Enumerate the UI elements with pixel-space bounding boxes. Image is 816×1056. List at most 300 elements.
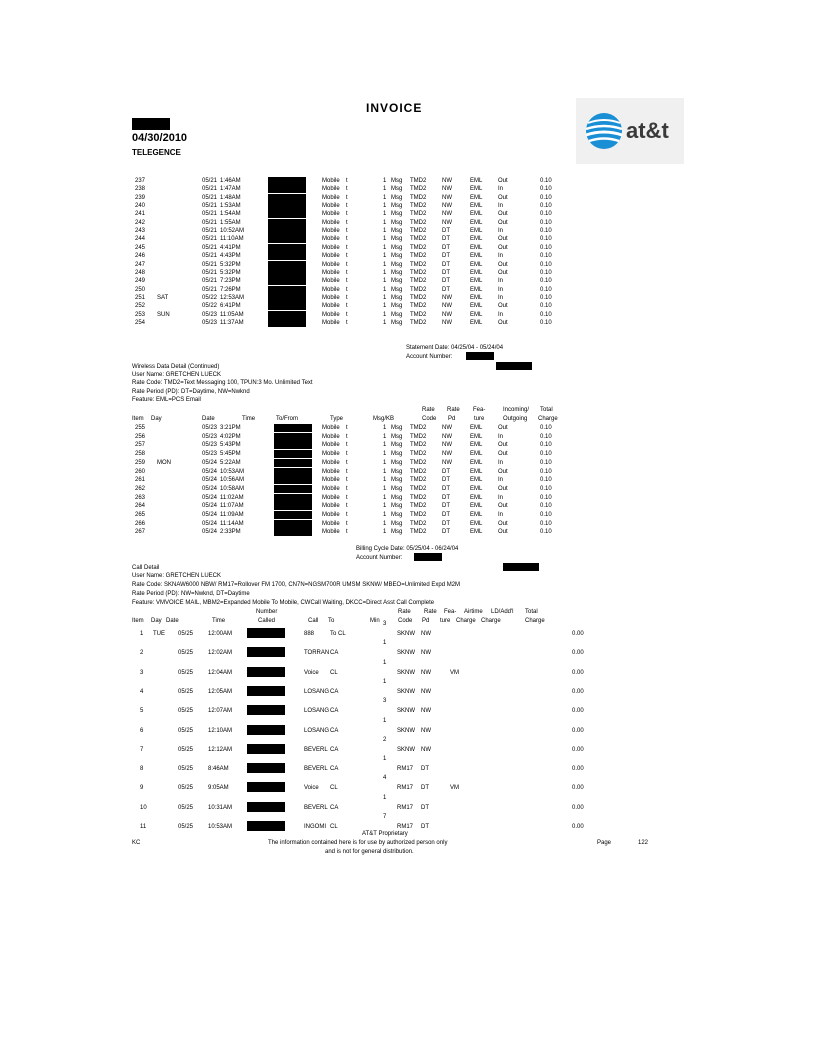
table-cell: Mobile [322,294,340,301]
table-cell: 05/24 [202,503,218,510]
table-cell: EML [470,203,483,210]
table-cell: 0.10 [540,286,552,293]
table-cell: TMD2 [410,286,427,293]
col-date: Date [166,618,179,624]
table-row [0,185,816,193]
table-cell: 05/23 [202,319,218,326]
table-cell: 264 [135,503,146,510]
call-date: 05/25 [178,804,194,811]
col-pd: Pd [448,416,456,422]
table-cell: 248 [135,269,146,276]
table-cell: TMD2 [410,425,427,431]
table-cell: EML [470,211,483,218]
col-to-from: To/From [276,416,299,422]
table-cell: Msg [391,244,403,251]
call-to: To CL [330,631,346,637]
table-cell: 05/22 [202,303,218,310]
table-cell: 05/23 [202,433,218,440]
call-time: 12:02AM [208,650,233,657]
table-row [0,494,816,502]
table-cell: EML [470,503,483,510]
table-cell: NW [442,211,452,218]
redacted-number [247,667,285,677]
table-cell: 1:46AM [220,178,241,184]
table-cell: 266 [135,520,146,527]
col-rate: Rate [422,407,435,413]
table-cell: Mobile [322,442,340,449]
table-cell: TMD2 [410,253,427,260]
table-cell: DT [442,228,450,235]
call-minutes: 1 [383,794,387,801]
call-row [0,669,816,677]
table-cell: 0.10 [540,425,552,431]
table-row [0,210,816,218]
call-to: CA [330,804,339,811]
table-cell: 250 [135,286,146,293]
table-cell: DT [442,261,450,268]
table-cell: 0.10 [540,494,552,501]
table-cell: 05/21 [202,236,218,243]
table-cell: 262 [135,485,146,492]
redacted-number [268,185,306,193]
col-incoming: Incoming/ [503,407,530,413]
table-cell: Out [498,485,508,492]
table-cell: TMD2 [410,319,427,326]
table-row [0,433,816,441]
table-cell: EML [470,228,483,235]
table-cell: 1 [383,494,387,501]
footer-disclaimer-2: and is not for general distribution. [325,849,414,855]
table-cell: DT [442,269,450,276]
redacted-number [247,686,285,696]
col-code: Code [422,416,437,422]
call-to: CA [330,746,339,753]
redacted-number [247,782,285,792]
call-call: BEVERL [304,804,328,811]
col-time: Time [242,416,256,422]
call-to: CA [330,727,339,734]
table-cell: 05/21 [202,194,218,201]
call-to: CA [330,708,339,715]
call-minutes-row [0,717,816,725]
col-item: Item [132,618,144,624]
table-cell: t [346,442,348,449]
table-row [0,319,816,327]
table-cell: NW [442,178,452,184]
table-cell: Mobile [322,278,340,285]
table-cell: 1:48AM [220,194,241,201]
table-cell: 4:41PM [220,244,241,251]
redacted-number [274,424,312,432]
call-minutes-row [0,736,816,744]
redacted-number [268,277,306,285]
call-day: TUE [153,631,165,637]
table-cell: 1 [383,261,387,268]
table-cell: In [498,203,504,210]
call-minutes-row [0,697,816,705]
table-cell: TMD2 [410,294,427,301]
call-minutes-row [0,794,816,802]
table-cell: Msg [391,425,403,431]
table-cell: 11:10AM [220,236,244,243]
table-cell: EML [470,286,483,293]
table-cell: In [498,253,504,260]
redacted-number [268,319,306,327]
table-cell: Mobile [322,459,340,466]
col-to: To [328,618,335,624]
table-cell: MON [157,459,171,466]
table-cell: EML [470,253,483,260]
call-row [0,727,816,735]
redacted-number [247,647,285,657]
table-cell: SAT [157,294,169,301]
table-cell: NW [442,319,452,326]
table-cell: EML [470,278,483,285]
call-time: 9:05AM [208,785,229,792]
table-cell: 244 [135,236,146,243]
table-cell: 05/23 [202,451,218,458]
redacted-number [274,528,312,536]
redacted-number [274,441,312,449]
account-number-label-2: Account Number: [356,555,403,561]
att-logo-text: at&t [626,118,669,143]
col-rate: Rate [398,609,411,615]
table-cell: Mobile [322,186,340,193]
table-cell: 0.10 [540,269,552,276]
table-cell: Out [498,451,508,458]
call-total: 0.00 [572,631,584,637]
table-cell: 259 [135,459,146,466]
table-cell: Msg [391,303,403,310]
table-cell: 1 [383,278,387,285]
table-cell: 11:02AM [220,494,244,501]
table-cell: 10:53AM [220,468,245,475]
table-cell: TMD2 [410,529,427,536]
table-cell: Mobile [322,203,340,210]
call-minutes-row [0,755,816,763]
call-item: 10 [140,804,147,811]
table-cell: NW [442,303,452,310]
col-type: Type [330,416,344,422]
table-cell: 5:43PM [220,442,241,449]
table-cell: t [346,433,348,440]
col-day: Day [151,416,162,422]
table-cell: EML [470,194,483,201]
call-minutes-row [0,813,816,821]
table-cell: 4:02PM [220,433,241,440]
table-cell: TMD2 [410,477,427,484]
table-cell: t [346,186,348,193]
table-cell: Out [498,520,508,527]
table-cell: 1 [383,319,387,326]
table-row [0,252,816,260]
table-cell: 4:43PM [220,253,241,260]
table-row [0,502,816,510]
redacted-number [274,476,312,484]
table-cell: 0.10 [540,303,552,310]
redacted-account-4 [503,563,539,571]
redacted-number [247,705,285,715]
call-item: 3 [140,669,144,676]
call-date: 05/25 [178,766,194,773]
call-total: 0.00 [572,727,584,734]
table-cell: Mobile [322,468,340,475]
col-fea: Fea- [444,609,457,615]
table-cell: 1 [383,286,387,293]
table-cell: 1 [383,503,387,510]
table-cell: Mobile [322,228,340,235]
table-cell: TMD2 [410,512,427,518]
table-cell: Msg [391,459,403,466]
table-cell: TMD2 [410,485,427,492]
table-cell: t [346,286,348,293]
table-cell: TMD2 [410,494,427,501]
footer-page-label: Page [597,840,612,846]
table-cell: Out [498,503,508,510]
redacted-number [268,177,306,185]
table-cell: EML [470,261,483,268]
table-cell: 243 [135,228,146,235]
call-total: 0.00 [572,746,584,753]
table-cell: t [346,512,348,518]
call-row [0,707,816,715]
redacted-number [247,821,285,831]
redacted-number [274,433,312,441]
table-cell: Msg [391,468,403,475]
table-cell: 0.10 [540,485,552,492]
call-time: 8:46AM [208,766,229,773]
table-cell: Mobile [322,425,340,431]
table-row [0,227,816,235]
table-cell: Out [498,319,508,326]
col-charge: Charge [456,618,476,624]
call-call: LOSANG [304,727,330,734]
table-cell: t [346,311,348,318]
table-cell: 0.10 [540,468,552,475]
table-cell: 253 [135,311,146,318]
col-outgoing: Outgoing [503,416,528,422]
call-time: 10:53AM [208,824,233,830]
table-cell: EML [470,494,483,501]
table-cell: In [498,278,504,285]
table-cell: DT [442,529,450,536]
table-row [0,476,816,484]
table-cell: NW [442,425,452,431]
call-minutes: 7 [383,814,387,820]
wireless-rate-code: Rate Code: TMD2=Text Messaging 100, TPUN:3 Mo. Unlimited Text [132,380,313,386]
table-cell: 1:47AM [220,186,241,193]
table-cell: 256 [135,433,146,440]
call-row [0,688,816,696]
table-cell: t [346,503,348,510]
call-pd: NW [421,650,431,657]
table-cell: Mobile [322,286,340,293]
redacted-number [274,511,312,519]
table-cell: DT [442,485,450,492]
table-cell: EML [470,425,483,431]
redacted-number [268,219,306,227]
table-cell: 11:37AM [220,319,244,326]
table-cell: EML [470,520,483,527]
redacted-account [466,352,494,360]
wireless-rate-period: Rate Period (PD): DT=Daytime, NW=Nwknd [132,389,250,395]
table-row [0,450,816,458]
table-cell: 05/21 [202,244,218,251]
table-cell: 1 [383,303,387,310]
table-cell: 1 [383,236,387,243]
table-row [0,194,816,202]
call-pd: DT [421,824,429,830]
call-rate-period: Rate Period (PD): NW=Nwknd, DT=Daytime [132,591,250,597]
table-cell: Mobile [322,211,340,218]
table-cell: 05/21 [202,186,218,193]
table-cell: t [346,459,348,466]
table-cell: DT [442,244,450,251]
table-cell: t [346,468,348,475]
table-cell: t [346,178,348,184]
table-cell: Msg [391,442,403,449]
table-cell: Mobile [322,451,340,458]
table-cell: Msg [391,253,403,260]
table-cell: 0.10 [540,477,552,484]
att-logo [576,98,684,164]
call-row [0,649,816,657]
call-pd: NW [421,631,431,637]
table-cell: 1 [383,186,387,193]
table-cell: EML [470,303,483,310]
table-cell: Msg [391,494,403,501]
table-cell: TMD2 [410,433,427,440]
table-cell: 0.10 [540,459,552,466]
table-cell: Out [498,303,508,310]
call-pd: DT [421,785,429,792]
call-code: RM17 [397,824,414,830]
col-total: Total [525,609,538,615]
table-cell: Msg [391,236,403,243]
table-cell: TMD2 [410,442,427,449]
call-call: Voice [304,785,319,792]
table-cell: EML [470,468,483,475]
table-cell: TMD2 [410,211,427,218]
call-total: 0.00 [572,785,584,792]
redacted-account-3 [414,553,442,561]
table-cell: TMD2 [410,269,427,276]
table-cell: 0.10 [540,278,552,285]
table-cell: Mobile [322,319,340,326]
table-cell: 0.10 [540,194,552,201]
call-date: 05/25 [178,785,194,792]
call-item: 2 [140,650,144,657]
redacted-number [274,502,312,510]
table-cell: Mobile [322,529,340,536]
redacted-number [274,468,312,476]
call-feature: Feature: VMVOICE MAIL, MBM2=Expanded Mobile To Mobile, CWCall Waiting, DKCC=Direct Asst Call Complete [132,600,435,606]
call-row [0,804,816,812]
call-pd: NW [421,708,431,715]
table-cell: TMD2 [410,186,427,193]
table-cell: t [346,451,348,458]
table-row [0,202,816,210]
table-row [0,177,816,185]
table-cell: t [346,219,348,226]
redacted-number [268,311,306,319]
table-cell: 0.10 [540,529,552,536]
table-cell: TMD2 [410,219,427,226]
table-row [0,219,816,227]
call-minutes: 1 [383,640,387,647]
col-call: Call [308,618,319,624]
col-number: Number [256,609,278,615]
table-cell: t [346,253,348,260]
table-cell: NW [442,442,452,449]
table-cell: t [346,319,348,326]
col-item: Item [132,416,144,422]
call-time: 12:10AM [208,727,233,734]
table-row [0,269,816,277]
call-date: 05/25 [178,746,194,753]
table-cell: Msg [391,319,403,326]
table-cell: In [498,512,504,518]
call-total: 0.00 [572,766,584,773]
table-cell: EML [470,433,483,440]
call-call: TORRAN [304,650,330,657]
call-time: 10:31AM [208,804,233,811]
table-cell: TMD2 [410,311,427,318]
table-cell: 0.10 [540,236,552,243]
table-cell: Mobile [322,433,340,440]
table-cell: t [346,228,348,235]
table-cell: 1 [383,520,387,527]
table-cell: t [346,194,348,201]
col-total: Total [540,407,553,413]
table-cell: EML [470,442,483,449]
call-total: 0.00 [572,804,584,811]
table-cell: Out [498,211,508,218]
call-date: 05/25 [178,669,194,676]
table-cell: EML [470,178,483,184]
call-date: 05/25 [178,631,194,637]
table-cell: Mobile [322,253,340,260]
redacted-number [268,269,306,277]
table-cell: SUN [157,311,170,318]
table-cell: 05/21 [202,253,218,260]
table-cell: 1 [383,178,387,184]
call-detail-title: Call Detail [132,565,160,571]
table-cell: In [498,286,504,293]
table-cell: TMD2 [410,520,427,527]
table-cell: 263 [135,494,146,501]
table-cell: 0.10 [540,451,552,458]
call-item: 6 [140,727,144,734]
call-row [0,746,816,754]
table-cell: 7:26PM [220,286,241,293]
call-to: CL [330,669,338,676]
table-cell: 237 [135,178,146,184]
wireless-title: Wireless Data Detail (Continued) [132,364,220,370]
table-cell: 05/24 [202,494,218,501]
table-cell: Msg [391,203,403,210]
call-row [0,784,816,792]
table-cell: 5:32PM [220,269,241,276]
table-cell: 242 [135,219,146,226]
redacted-number [268,286,306,294]
table-cell: 1:55AM [220,219,241,226]
table-cell: 05/21 [202,178,218,184]
table-cell: 05/24 [202,468,218,475]
call-item: 4 [140,688,144,695]
redacted-number [268,194,306,202]
redacted-number [268,227,306,235]
